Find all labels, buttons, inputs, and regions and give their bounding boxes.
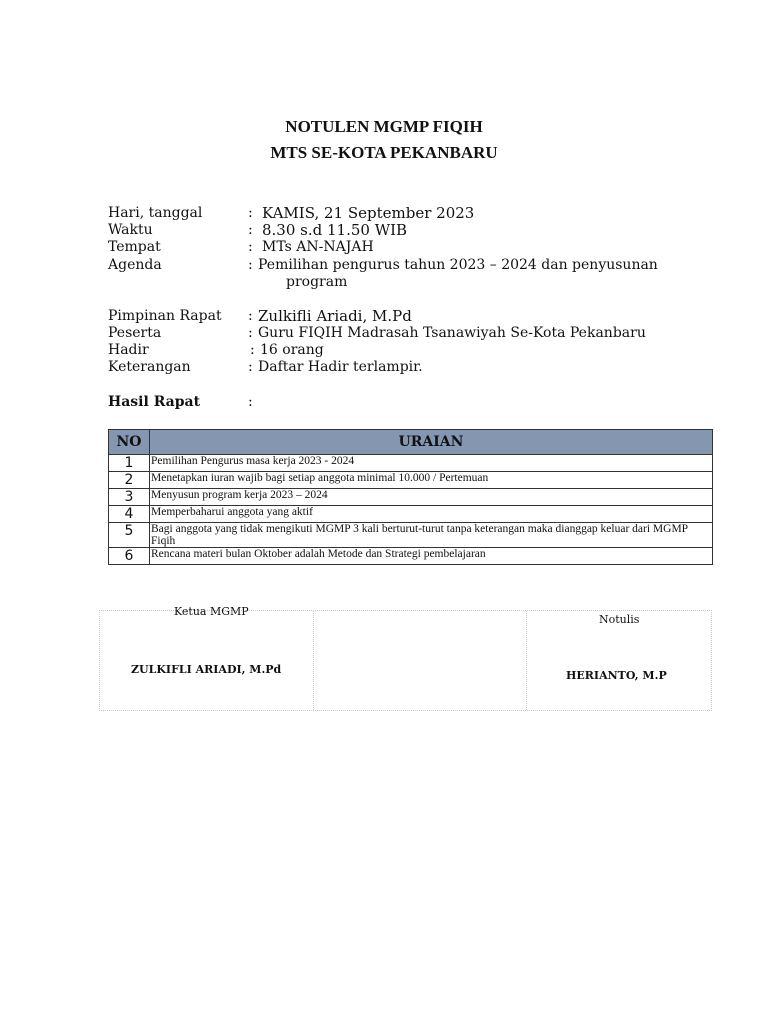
row-uraian: Memperbaharui anggota yang aktif xyxy=(150,506,713,523)
table-row xyxy=(109,548,713,565)
pimpinan-value: Zulkifli Ariadi, M.Pd xyxy=(258,307,412,325)
title-line-2: MTS SE-KOTA PEKANBARU xyxy=(270,143,498,162)
row-uraian: Menetapkan iuran wajib bagi setiap anggota minimal 10.000 / Pertemuan xyxy=(150,472,713,489)
tempat-label: Tempat xyxy=(108,239,161,255)
pimpinan-label: Pimpinan Rapat xyxy=(108,308,222,324)
row-number: 2 xyxy=(109,472,150,489)
notulis-title: Notulis xyxy=(599,613,640,626)
hadir-colon: : xyxy=(250,342,255,358)
ketua-title: Ketua MGMP xyxy=(174,605,249,618)
table-row xyxy=(109,523,713,548)
table-row xyxy=(109,472,713,489)
pimpinan-colon: : xyxy=(248,308,253,324)
keterangan-label: Keterangan xyxy=(108,359,191,375)
row-number: 5 xyxy=(109,523,150,548)
hari-label: Hari, tanggal xyxy=(108,205,203,221)
row-number: 6 xyxy=(109,548,150,565)
tempat-colon: : xyxy=(248,239,253,255)
hadir-value: 16 orang xyxy=(260,342,324,358)
ketua-name: ZULKIFLI ARIADI, M.Pd xyxy=(131,663,282,676)
row-uraian: Menyusun program kerja 2023 – 2024 xyxy=(150,489,713,506)
notulis-name: HERIANTO, M.P xyxy=(566,669,667,682)
peserta-value: Guru FIQIH Madrasah Tsanawiyah Se-Kota Pekanbaru xyxy=(258,325,646,341)
agenda-label: Agenda xyxy=(108,257,162,273)
title-line-1: NOTULEN MGMP FIQIH xyxy=(285,117,483,136)
row-uraian: Rencana materi bulan Oktober adalah Metode dan Strategi pembelajaran xyxy=(150,548,713,565)
table-row xyxy=(109,455,713,472)
waktu-label: Waktu xyxy=(108,222,153,238)
hadir-label: Hadir xyxy=(108,342,149,358)
table-row xyxy=(109,489,713,506)
table-row xyxy=(109,506,713,523)
peserta-label: Peserta xyxy=(108,325,162,341)
header-uraian: URAIAN xyxy=(150,430,713,455)
row-uraian: Bagi anggota yang tidak mengikuti MGMP 3 kali berturut-turut tanpa keterangan maka dianggap keluar dari MGMP Fiqih xyxy=(150,523,713,548)
row-number: 3 xyxy=(109,489,150,506)
row-number: 1 xyxy=(109,455,150,472)
agenda-colon: : xyxy=(248,257,253,273)
signature-col-left xyxy=(100,611,314,710)
keterangan-value: Daftar Hadir terlampir. xyxy=(258,359,423,375)
hari-value: KAMIS, 21 September 2023 xyxy=(262,204,475,222)
hari-colon: : xyxy=(248,205,253,221)
hasil-colon: : xyxy=(248,394,253,410)
header-no: NO xyxy=(109,430,150,455)
peserta-colon: : xyxy=(248,325,253,341)
table-header-row xyxy=(109,430,713,455)
signature-col-middle xyxy=(313,611,527,710)
row-uraian: Pemilihan Pengurus masa kerja 2023 - 2024 xyxy=(150,455,713,472)
tempat-value: MTs AN-NAJAH xyxy=(262,239,374,255)
hasil-rapat-label: Hasil Rapat xyxy=(108,394,201,410)
waktu-value: 8.30 s.d 11.50 WIB xyxy=(262,221,408,239)
agenda-value-line-1: Pemilihan pengurus tahun 2023 – 2024 dan penyusunan xyxy=(258,257,658,273)
keterangan-colon: : xyxy=(248,359,253,375)
agenda-value-line-2: program xyxy=(286,274,348,290)
signature-block xyxy=(99,605,712,711)
waktu-colon: : xyxy=(248,222,253,238)
results-table xyxy=(108,429,713,565)
row-number: 4 xyxy=(109,506,150,523)
